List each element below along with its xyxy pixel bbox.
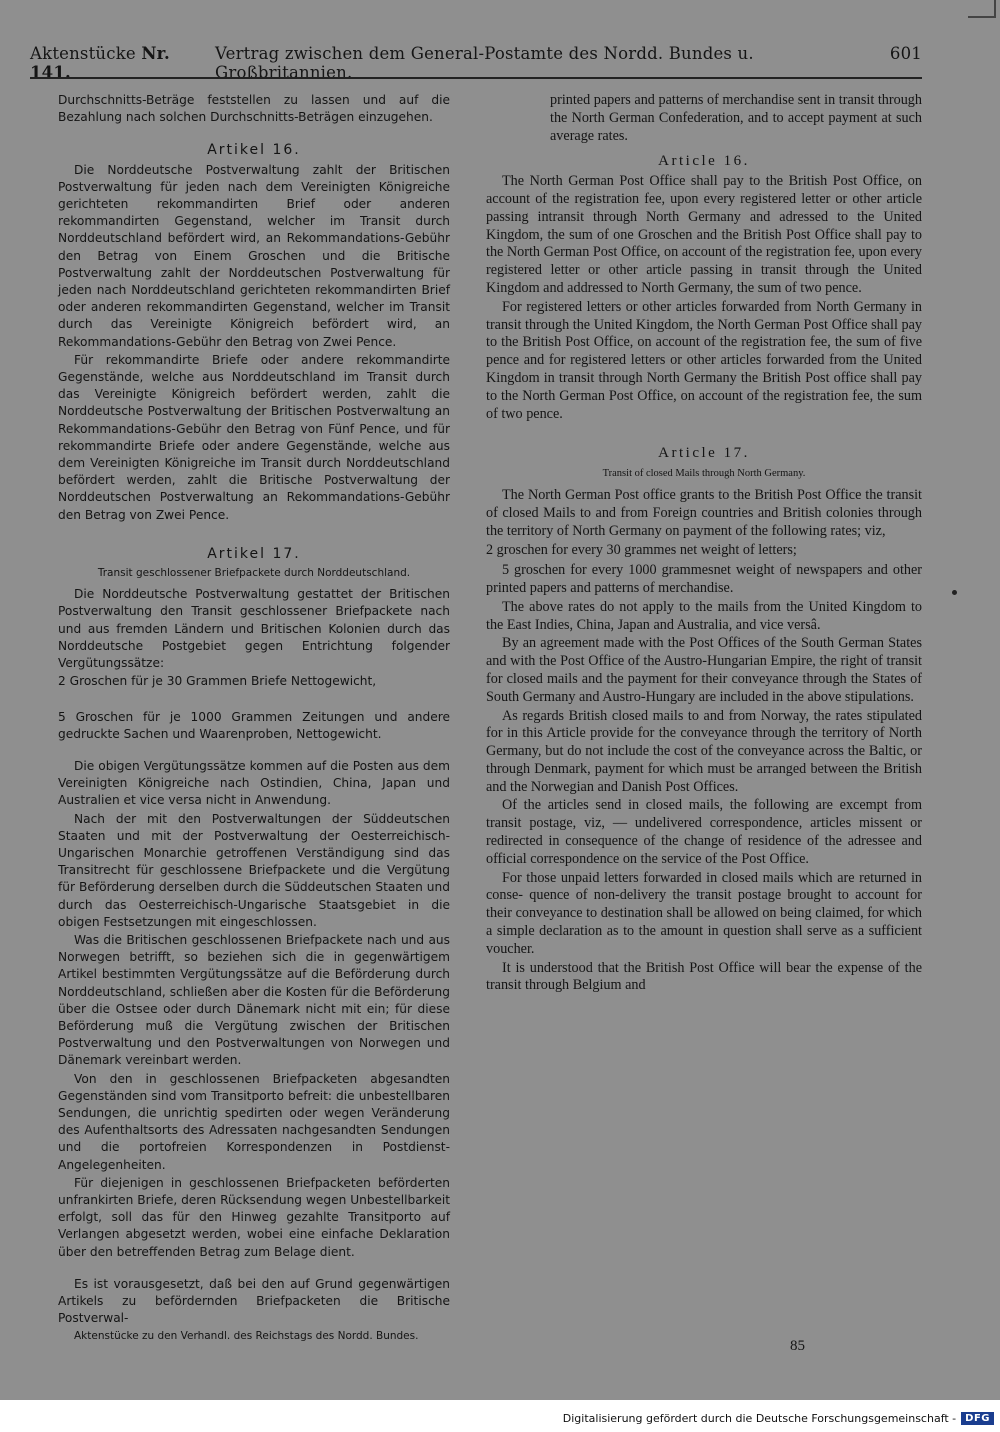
english-rate-item: 5 groschen for every 1000 grammesnet weight of newspapers and other printed papers and patterns of merchandise. (486, 562, 922, 596)
english-article-17-heading: Article 17. (658, 445, 750, 462)
header-prefix: Aktenstücke (30, 44, 136, 63)
english-article-17-paragraph: It is understood that the British Post Office will bear the expense of the transit through Belgium and (486, 959, 922, 994)
english-intro: printed papers and patterns of merchandise sent in transit through the North German Confederation, and to accept payment at such average rates. (550, 92, 922, 144)
german-article-16-paragraph: Die Norddeutsche Postverwaltung zahlt der Britischen Postverwaltung für jeden nach dem Vereinigten Königreiche gerichteten rekommandirten Brief oder anderen rekommandirten Gegenstand, welcher im Transit durch Norddeutschland befördert wird, an Rekommandations-Gebühr den Betrag von Einem Groschen und die Britische Postverwaltung zahlt der Norddeutschen Postverwaltung für jeden nach Norddeutschland gerichteten rekommandirten Brief oder anderen rekommandirten Gegenstand, welcher im Transit durch das Vereinigte Königreich befördert wird, an Rekommandations-Gebühr den Betrag von Zwei Pence. (58, 162, 450, 349)
german-footnote: Aktenstücke zu den Verhandl. des Reichstags des Nordd. Bundes. (74, 1330, 419, 1343)
english-article-16-paragraph: The North German Post Office shall pay to the British Post Office, on account of the registration fee, upon every registered letter or other article passing intransit through North Germany and adressed to the United Kingdom, the sum of one Groschen and the British Post Office shall pay to the North German Post Office, on account of the registration fee, upon every registered letter or other article passing in transit through the United Kingdom and addressed to North Germany, the sum of two pence. (486, 173, 922, 296)
scan-speck (952, 590, 957, 595)
english-article-17-paragraph: Of the articles send in closed mails, the following are excempt from transit postage, viz, — undelivered correspondence, articles missent or redirected in consequence of the change of residence of the adressee and official correspondence on the service of the Post Office. (486, 797, 922, 867)
scan-corner-mark (968, 0, 996, 18)
dfg-logo: DFG (961, 1412, 994, 1425)
german-article-17-heading: Artikel 17. (207, 545, 301, 562)
english-article-17-subheading: Transit of closed Mails through North Germany. (602, 468, 806, 480)
german-column (58, 92, 450, 1347)
sheet-number: 85 (790, 1338, 805, 1354)
english-column (486, 92, 922, 996)
english-article-16-heading: Article 16. (658, 153, 750, 170)
german-article-17-paragraph: Von den in geschlossenen Briefpacketen abgesandten Gegenständen sind vom Transitporto befreit: die unbestellbaren Sendungen, die unrichtig spedirten oder wegen Veränderung des Aufenthaltsorts des Adressaten nachgesandten Sendungen und die portofreien Korrespondenzen in Postdienst-Angelegenheiten. (58, 1071, 450, 1172)
spacer (58, 744, 450, 758)
german-article-17-paragraph: Es ist vorausgesetzt, daß bei den auf Grund gegenwärtigen Artikels zu befördernden Briefpacketen die Britische Postverwal- (58, 1276, 450, 1326)
digitization-credit (563, 1412, 994, 1425)
german-rate-item: 5 Groschen für je 1000 Grammen Zeitungen und andere gedruckte Sachen und Waarenproben, Nettogewicht. (58, 709, 450, 741)
english-article-17-paragraph: The North German Post office grants to the British Post Office the transit of closed Mails to and from Foreign countries and British colonies through the territory of North Germany on payment of the following rates; viz, (486, 486, 922, 539)
german-article-17-paragraph: Die obigen Vergütungssätze kommen auf die Posten aus dem Vereinigten Königreiche nach Ostindien, China, Japan und Australien et vice versa nicht in Anwendung. (58, 758, 450, 808)
german-rate-item: 2 Groschen für je 30 Grammen Briefe Nettogewicht, (58, 674, 377, 689)
english-article-17-paragraph: As regards British closed mails to and from Norway, the rates stipulated for in this Article provide for the conveyance through the territory of North Germany, but do not include the cost of the conveyance across the Baltic, or through Denmark, payment for which must be arranged between the British and the Norwegian and Danish Post Offices. (486, 707, 922, 795)
english-rate-item: 2 groschen for every 30 grammes net weight of letters; (486, 542, 797, 559)
german-article-17-subheading: Transit geschlossener Briefpackete durch Norddeutschland. (97, 567, 411, 580)
english-article-17-paragraph: The above rates do not apply to the mails from the United Kingdom to the East Indies, China, Japan and Australia, and vice versâ. (486, 598, 922, 633)
header-number: Nr. 141. (30, 44, 170, 82)
english-article-17-paragraph: For those unpaid letters forwarded in closed mails which are returned in conse- quence of non-delivery the transit postage brought to account for their conveyance to destination shall be allowed on being claimed, for which a simple declaration as to the amount in question shall serve as a sufficient voucher. (486, 869, 922, 957)
german-article-17-paragraph: Für diejenigen in geschlossenen Briefpacketen beförderten unfrankirten Briefe, deren Rücksendung wegen Unbestellbarkeit erfolgt, soll das für den Hinweg gezahlte Transitporto auf Verlangen abgesetzt werden, wobei eine einfache Deklaration über den betreffenden Betrag zum Belage dient. (58, 1175, 450, 1259)
header-rule (30, 77, 922, 79)
german-article-17-paragraph: Nach der mit den Postverwaltungen der Süddeutschen Staaten und mit der Postverwaltung der Oesterreichisch-Ungarischen Monarchie getroffenen Verständigung sind das Transitrecht für geschlossene Briefpackete und die Vergütung für Beförderung derselben durch die Süddeutschen Staaten und durch das Oesterreichisch-Ungarische Staatsgebiet in die obigen Festsetzungen mit eingeschlossen. (58, 811, 450, 929)
english-article-16-paragraph: For registered letters or other articles forwarded from North Germany in transit through the United Kingdom, the North German Post Office shall pay to the British Post Office, on account of the registration fee, the sum of five pence and for registered letters or other articles forwarded from the United Kingdom in transit through North Germany the British Post office shall pay to the North German Post Office, on account of the registration fee, the sum of two pence. (486, 298, 922, 422)
credit-text: Digitalisierung gefördert durch die Deutsche Forschungsgemeinschaft - (562, 1412, 957, 1425)
german-article-16-heading: Artikel 16. (207, 142, 301, 159)
german-article-17-paragraph: Die Norddeutsche Postverwaltung gestattet der Britischen Postverwaltung den Transit geschlossener Briefpackete nach und aus fremden Ländern und Britischen Kolonien durch das Norddeutsche Postgebiet gegen Entrichtung folgender Vergütungssätze: (58, 587, 450, 671)
page-number: 601 (889, 44, 922, 63)
german-article-17-paragraph: Was die Britischen geschlossenen Briefpackete nach und aus Norwegen betrifft, so beziehen sich die in gegenwärtigem Artikel bestimmten Vergütungssätze auf die Beförderung durch Norddeutschland, schließen aber die Kosten für die Beförderung über die Ostsee oder durch Dänemark nicht mit ein; für diese Beförderung muß die Vergütung zwischen der Britischen Postverwaltung und den Postverwaltungen von Norwegen und Dänemark vereinbart werden. (58, 932, 450, 1068)
spacer (58, 1262, 450, 1276)
german-article-16-paragraph: Für rekommandirte Briefe oder andere rekommandirte Gegenstände, welche aus Norddeutschland im Transit durch das Vereinigte Königreich befördert werden, zahlt die Norddeutsche Postverwaltung der Britischen Postverwaltung an Rekommandations-Gebühr den Betrag von Fünf Pence, und für rekommandirte Briefe oder andere Gegenstände, welche aus dem Vereinigten Königreiche im Transit durch Norddeutschland befördert werden, zahlt die Britische Postverwaltung der Norddeutschen Postverwaltung an Rekommandations-Gebühr den Betrag von Zwei Pence. (58, 352, 450, 522)
header-title: Vertrag zwischen dem General-Postamte des Nordd. Bundes u. Großbritannien. (215, 44, 754, 82)
english-article-17-paragraph: By an agreement made with the Post Offices of the South German States and with the Post Office of the Austro-Hungarian Empire, the right of transit for closed mails and the payment for their conveyance through the States of South Germany and Austro-Hungary are included in the above stipulations. (486, 635, 922, 705)
german-intro: Durchschnitts-Beträge feststellen zu lassen und auf die Bezahlung nach solchen Durchschnitts-Beträgen einzugehen. (58, 93, 450, 125)
